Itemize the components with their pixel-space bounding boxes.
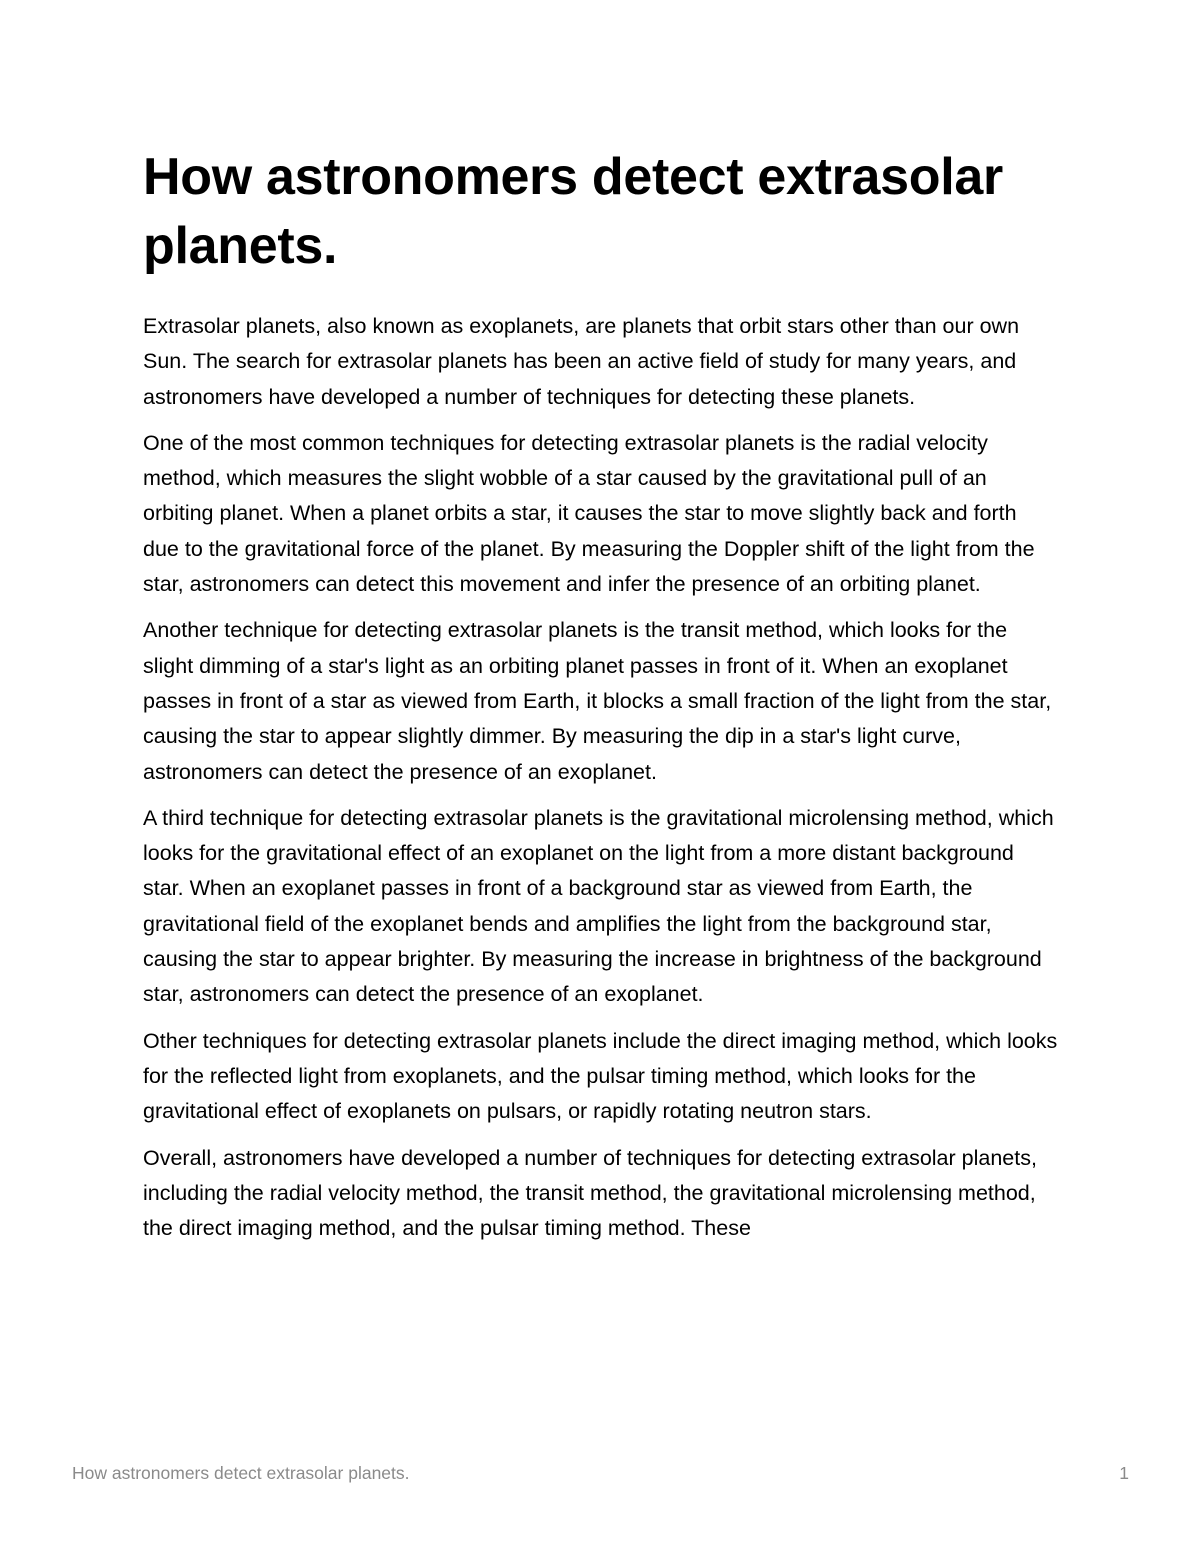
document-title: How astronomers detect extrasolar planets.: [143, 148, 1003, 275]
paragraph-radial-velocity: One of the most common techniques for detecting extrasolar planets is the radial velocity method, which measures the slight wobble of a star caused by the gravitational pull of an orbiting planet. When a planet orbits a star, it causes the star to move slightly back and forth due to the gravitational force of the planet. By measuring the Doppler shift of the light from the star, astronomers can detect this movement and infer the presence of an orbiting planet.: [143, 430, 1035, 597]
footer-title: How astronomers detect extrasolar planets.: [72, 1462, 410, 1483]
paragraph-overall: Overall, astronomers have developed a number of techniques for detecting extrasolar planets, including the radial velocity method, the transit method, the gravitational microlensing method, the direct imaging method, and the pulsar timing method. These: [143, 1145, 1037, 1241]
page-number: 1: [1119, 1462, 1129, 1483]
paragraph-transit: Another technique for detecting extrasolar planets is the transit method, which looks for the slight dimming of a star's light as an orbiting planet passes in front of it. When an exoplanet passes in front of a star as viewed from Earth, it blocks a small fraction of the light from the star, causing the star to appear slightly dimmer. By measuring the dip in a star's light curve, astronomers can detect the presence of an exoplanet.: [143, 618, 1052, 784]
paragraph-intro: Extrasolar planets, also known as exoplanets, are planets that orbit stars other than our own Sun. The search for extrasolar planets has been an active field of study for many years, and astronomers have developed a number of techniques for detecting these planets.: [143, 314, 1020, 409]
page-content: [143, 143, 1058, 1257]
page-footer: [72, 1458, 1129, 1488]
paragraph-microlensing: A third technique for detecting extrasolar planets is the gravitational microlensing method, which looks for the gravitational effect of an exoplanet on the light from a more distant background star. When an exoplanet passes in front of a background star as viewed from Earth, the gravitational field of the exoplanet bends and amplifies the light from the background star, causing the star to appear brighter. By measuring the increase in brightness of the background star, astronomers can detect the presence of an exoplanet.: [143, 805, 1054, 1007]
paragraph-other-techniques: Other techniques for detecting extrasolar planets include the direct imaging method, which looks for the reflected light from exoplanets, and the pulsar timing method, which looks for the gravitational effect of exoplanets on pulsars, or rapidly rotating neutron stars.: [143, 1028, 1058, 1124]
